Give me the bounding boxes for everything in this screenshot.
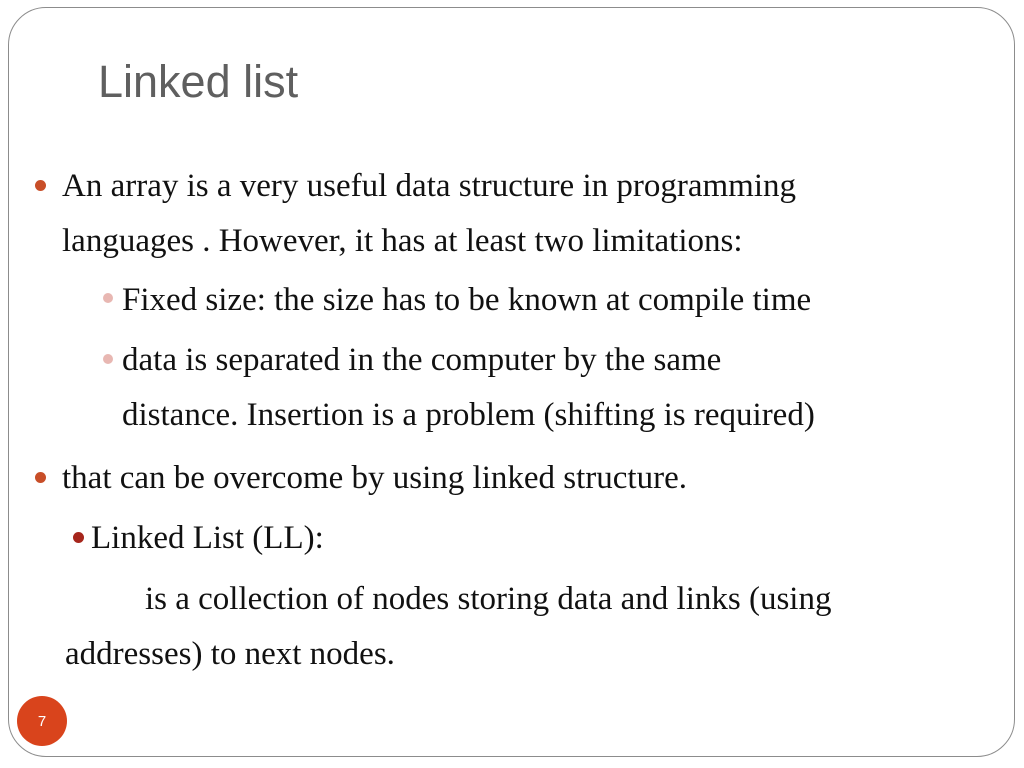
ll-description-line-2: addresses) to next nodes. — [65, 636, 395, 672]
bullet-2: that can be overcome by using linked structure. — [62, 460, 687, 496]
bullet-1-line-2: languages . However, it has at least two limitations: — [62, 223, 743, 259]
sub-bullet-dot — [103, 293, 113, 303]
bullet-dot — [35, 472, 46, 483]
sub-bullet-2-line-2: distance. Insertion is a problem (shifting is required) — [122, 397, 815, 433]
ll-bullet-dot — [73, 532, 84, 543]
slide-title: Linked list — [98, 56, 299, 107]
sub-bullet-2-line-1: data is separated in the computer by the same — [122, 342, 722, 378]
bullet-dot — [35, 180, 46, 191]
bullet-1-line-1: An array is a very useful data structure in programming — [62, 168, 797, 204]
ll-label: Linked List (LL): — [91, 520, 324, 556]
sub-bullet-dot — [103, 354, 113, 364]
sub-bullet-1: Fixed size: the size has to be known at compile time — [122, 282, 812, 318]
ll-description-line-1: is a collection of nodes storing data and links (using — [145, 581, 832, 617]
page-number-badge: 7 — [17, 696, 67, 746]
